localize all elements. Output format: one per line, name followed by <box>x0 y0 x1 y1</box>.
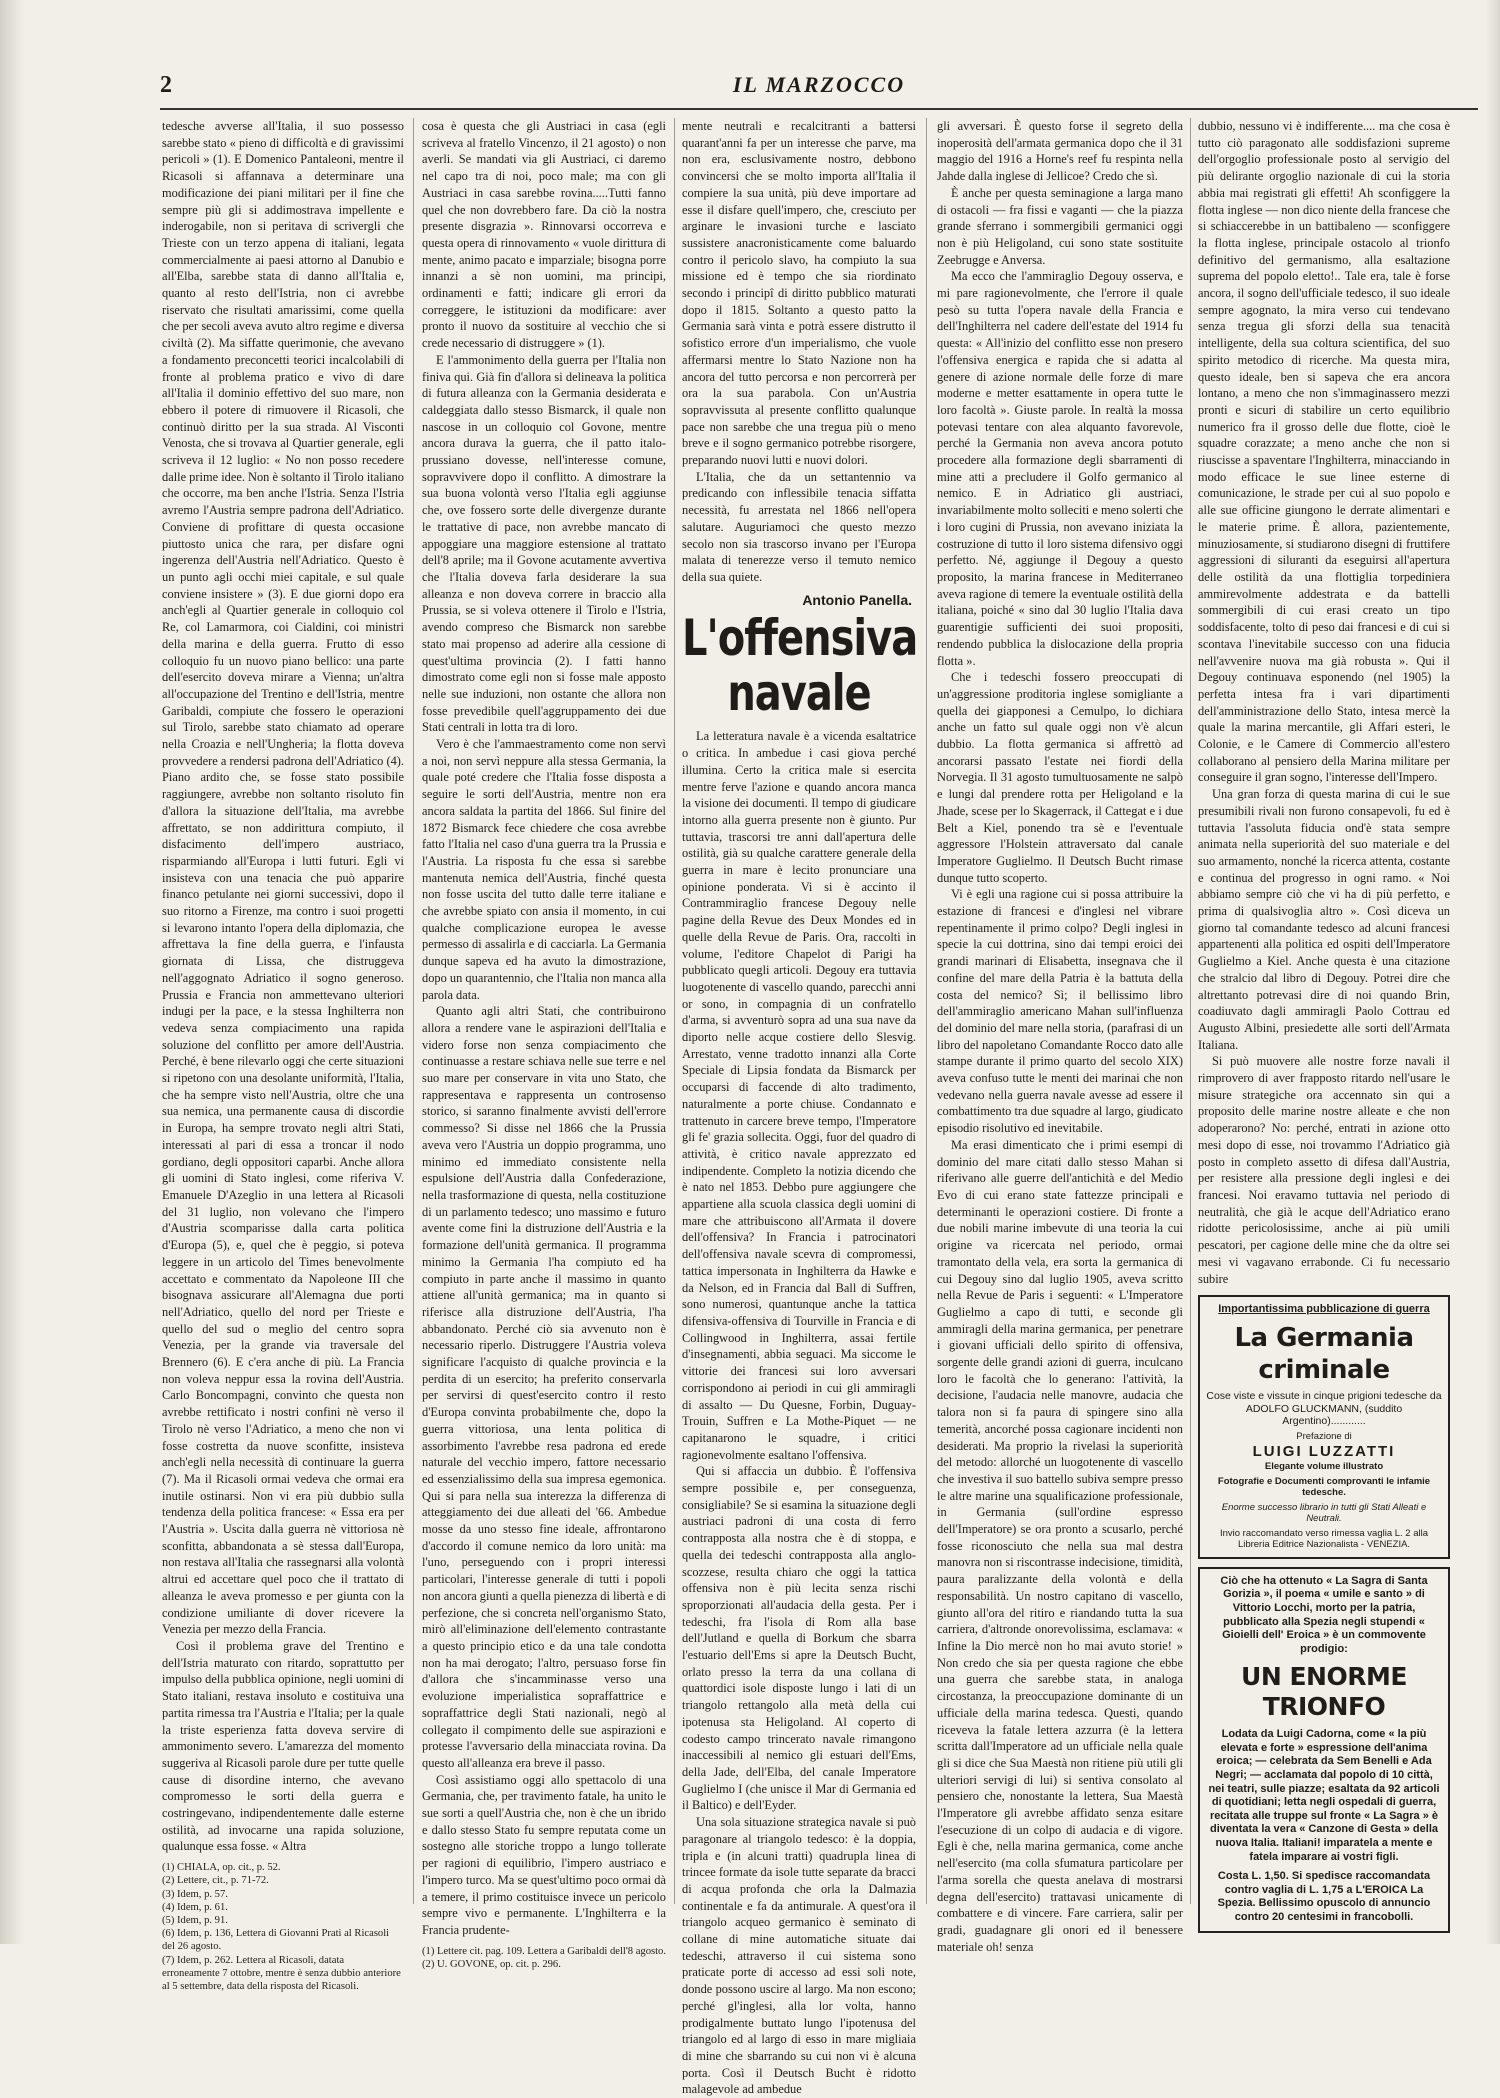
paragraph: tedesche avverse all'Italia, il suo possesso sarebbe stato « pieno di difficoltà e di gravissimi pericoli » (1). E Domenico Pantaleoni, mentre il Ricasoli si affannava a determinare una modificazione dei piani militari per il fine che sempre più gli si addimostrava impellente e inderogabile, non si peritava di scrivergli che Trieste con un terzo appena di italiani, legata commercialmente ai paesi attorno al Danubio e all'Elba, sarebbe stata di danno all'Italia e, quanto al resto dell'Istria, non ci avrebbe riservato che risultati amarissimi, come quella che per secoli aveva avuto altro regime e diversa civiltà (2). Ma siffatte querimonie, che avevano a fondamento preconcetti teorici incalcolabili di fronte al problema pratico e vivo di dare all'Italia il dominio effettivo del suo mare, non ebbero il potere di rimuovere il Ricasoli, che continuò diritto per la sua strada. Al Visconti Venosta, che si trovava al Quartier generale, egli scriveva il 12 luglio: « No non posso recedere dalle prime idee. Non è soltanto il Tirolo italiano che occorre, ma ben anche l'Istria. Senza l'Istria avremo l'Austria sempre padrona dell'Adriatico. Conviene di profittare di questa occasione piuttosto unica che rara, per disfare ogni ingerenza dell'Austria nell'Adriatico. Questo è un punto agli occhi miei capitale, e sul quale conviene insistere » (3). E due giorni dopo era anch'egli al Quartier generale in colloquio col Re, col Lamarmora, coi Cialdini, coi ministri della marina e della guerra. Frutto di esso colloquio fu un nuovo piano bellico: una parte dell'esercito doveva mirare a Vienna; un'altra all'occupazione del Trentino e dell'Istria, mentre Garibaldi, compiute che fossero le operazioni sul Tirolo, sarebbe stato chiamato ad operare nella Croazia e nell'Ungheria; la flotta doveva provvedere a rendersi padrona dell'Adriatico (4). Piano ardito che, se fosse stato possibile raggiungere, avrebbe non soltanto risoluto fin d'allora la situazione dell'Italia, ma avrebbe affrettato, se non addirittura compiuto, il disfacimento dell'impero austriaco, risparmiando all'Europa i lutti futuri. Egli vi insisteva con una tenacia che può apparire financo petulante nei giorni successivi, dopo il suo ritorno a Firenze, ma contro i suoi progetti si levarono intanto l'opera della diplomazia, che affrettava la fine della guerra, e l'infausta giornata di Lissa, che distruggeva nell'aggognato Adriatico il sogno generoso. Prussia e Francia non ammettevano ulteriori indugi per la pace, e la stessa Inghilterra non vedeva senza compiacimento una rapida soluzione del conflitto per amore dell'Austria. Perché, è bene rilevarlo oggi che certe situazioni si ripetono con una desolante uniformità, l'Italia, che ha sempre visto nell'Austria, oltre che una sua nemica, una permanente causa di discordie in Europa, ha sempre trovato negli altri Stati, interessati al pari di essa a troncar il nodo gordiano, degli oppositori caparbi. Anche allora gli uomini di Stato inglesi, come riferiva V. Emanuele D'Azeglio in una lettera al Ricasoli del 31 luglio, non volevano che l'impero d'Austria scomparisse dalla carta politica d'Europa (5), e, quel che è peggio, si poteva leggere in un articolo del Times benevolmente accettato e commentato da Napoleone III che bisognava assicurare all'Alemagna due porti nell'Adriatico, quello del nord per Trieste e quello del sud o meglio del centro sopra Venezia, per la grande via traversale del Brennero (6). E c'era anche di più. La Francia non voleva neppur essa la rovina dell'Austria. Carlo Boncompagni, convinto che questa non avrebbe rettificato i nostri confini nè verso il Tirolo nè verso l'Adriatico, a meno che non vi fosse costretta da nuove sconfitte, insisteva anch'egli nella necessità di continuare la guerra (7). Ma il Ricasoli ormai vedeva che ormai era inutile ostinarsi. Non vi era più dubbio sulla tendenza della politica francese: « Essa era per l'Austria ». Uscita dalla guerra nè vittoriosa nè sconfitta, abbandonata a sè stessa dall'Europa, non restava all'Italia che rassegnarsi alla volontà altrui ed accettare quel poco che il trattato di alleanza le aveva promesso e per giunta con la condizione umiliante di dover ricevere la Venezia per mezzo della Francia. <box>162 119 404 1637</box>
column-3 <box>682 118 918 2097</box>
ad-headline: UN ENORME TRIONFO <box>1241 1662 1407 1722</box>
advertisement-sagra-gorizia <box>1198 1567 1450 1933</box>
ad-body: Lodata da Luigi Cadorna, come « la più elevata e forte » espressione dell'anima eroica; — celebrata da Sem Benelli e Ada Negri; — acclamata dal popolo di 10 città, nei teatri, sulle piazze; esaltata da 92 articoli di quotidiani; letta negli ospedali di guerra, recitata alle truppe sul fronte « La Sagra » è diventata la vera « Canzone di Gesta » della nuova Italia. Italiani! imparatela a mente e fatela imparare ai vostri figli. <box>1208 1728 1440 1863</box>
ad-preface-label: Prefazione di <box>1296 1430 1352 1442</box>
paragraph: Così il problema grave del Trentino e dell'Istria maturato con ritardo, soprattutto per impulso della pubblica opinione, negli uomini di Stato italiani, restava insoluto e costituiva una partita rimessa tra l'Austria e l'Italia; per la quale la triste esperienza fatta doveva servire di ammonimento severo. L'amarezza del momento suggeriva al Ricasoli parole dure per tutte quelle cause di disordine interno, che avevano compromesso le sorti della guerra e costringevano, indipendentemente dalle esterne ostilità, ad invocarne una rapida soluzione, qualunque essa fosse. « Altra <box>162 1638 404 1854</box>
footnote: (1) Lettere cit. pag. 109. Lettera a Garibaldi dell'8 agosto. <box>422 1945 666 1957</box>
paragraph: cosa è questa che gli Austriaci in casa (egli scriveva al fratello Vincenzo, il 21 agosto) o non averli. Se mandati via gli Austriaci, ci daremo nel capo tra di noi, poco male; ma con gli Austriaci in casa sarebbe rovina.....Tutti fanno quel che non dovrebbero fare. Da ciò la nostra presente disgrazia ». Rinnovarsi occorreva e questa opera di rinnovamento « vuole dirittura di mente, animo pacato e imparziale; bisogna porre innanzi a sè non uomini, ma principi, ordinamenti e fatti; indicare gli errori da correggere, le istituzioni da modificare: aver pronto il nuovo da sostituire al vecchio che si crede necessario di distruggere » (1). <box>422 119 666 351</box>
column-1 <box>162 118 404 1992</box>
footnote: (6) Idem, p. 136, Lettera di Giovanni Prati al Ricasoli del 26 agosto. <box>162 1928 390 1953</box>
paragraph: Qui si affaccia un dubbio. È l'offensiva sempre possibile e, per conseguenza, consigliabile? Se si esamina la situazione degli austriaci padroni di una costa di ferro contrapposta alla nostra che è di stoppa, e quella dei tedeschi contrapposta alla anglo-scozzese, resulta chiaro che oggi la tattica offensiva non è più lecita senza rischi sproporzionati all'audacia della gesta. Per i tedeschi, fra l'isola di Rom alla base dell'Jutland e quella di Borkum che sbarra l'estuario dell'Ems si apre la Deutsch Bucht, orlato presso la terra da una collana di quattordici isole disposte lungo i lati di un triangolo rettangolo alla metà della cui ipotenusa sta Heligoland. Al coperto di codesto campo trincerato navale rimangono inaccessibili al nemico gli estuari dell'Ems, della Jade, dell'Elba, del canale Imperatore Guglielmo I (che unisce il Mar di Germania ed il Baltico) e dell'Eyder. <box>682 1464 916 1813</box>
paragraph: Che i tedeschi fossero preoccupati di un'aggressione proditoria inglese somigliante a quella dei giapponesi a Cemulpo, lo dichiara anche un fatto sul quale oggi non v'è alcun dubbio. La flotta germanica si affrettò ad ancorarsi passato l'estate nei fiordi della Norvegia. Il 31 agosto tumultuosamente ne salpò e lungi dal prendere rotta per Heligoland e la Jhade, scese per lo Skagerrack, il Cattegat e i due Belt a Kiel, ponendo tra sè e l'eventuale aggressore l'Holstein attraversato dal canale Imperatore Guglielmo. Il Deutsch Bucht rimase dunque tutto scoperto. <box>937 670 1183 885</box>
paragraph: dubbio, nessuno vi è indifferente.... ma che cosa è tutto ciò paragonato alle soddisfazioni supreme dell'orgoglio professionale posto al servigio del più delirante orgoglio nazionale di cui la storia abbia mai registrati gli effetti! Ah sconfiggere la flotta inglese — non dico niente della francese che si schiaccerebbe in un battibaleno — sconfiggere la flotta inglese, principale ostacolo al trionfo definitivo del germanismo, alla esaltazione suprema del popolo eletto!.. Tale era, tale è forse ancora, il sogno dell'ufficiale tedesco, il suo ideale sempre agognato, la mira verso cui tendevano senza tregua gli sforzi della sua tenacità intelligente, della sua coltura scientifica, del suo spirito metodico di ricerche. Ma questa mira, questo ideale, ben si sapeva che era ancora lontano, a meno che non s'immaginassero mezzi pronti e sicuri di stabilire un certo equilibrio numerico fra il grosso delle due flotte, cioè le squadre corazzate; a meno anche che non si riuscisse a spaventare l'Inghilterra, minacciando in modo efficace le sue linee esterne di comunicazione, le strade per cui al suo popolo e alle sue officine giungono le derrate alimentari e le materie prime. È allora, pazientemente, minuziosamente, si studiarono disegni di fruttifere aggressioni di siluranti da eseguirsi all'apertura delle ostilità da una flottiglia torpediniera ammirevolmente addestrata e da battelli sommergibili di cui erasi creato un tipo soddisfacente, tolto di peso dai francesi e di cui si scontava l'inevitabile successo con una fiducia nell'avvenire nuova ma già robusta ». Qui il Degouy continuava esponendo (nel 1905) la perfetta intesa fra i vari dipartimenti dell'amministrazione dello Stato, intesa mercè la quale la marina mercantile, gli Affari esteri, le Colonie, e le Camere di Commercio all'estero collaborano al pensiero della Marina militare per conseguire il gran sogno, l'interesse dell'Impero. <box>1198 119 1450 785</box>
column-divider <box>926 118 927 1904</box>
ad-order: Invio raccomandato verso rimessa vaglia L. 2 alla Libreria Editrice Nazionalista - VENEZIA. <box>1219 1527 1429 1551</box>
paragraph: gli avversari. È questo forse il segreto della inoperosità dell'armata germanica dopo che il 31 maggio del 1916 a Horne's reef fu respinta nella Jahde dalla inglese di Jellicoe? Credo che sì. <box>937 119 1183 184</box>
paragraph: Si può muovere alle nostre forze navali il rimprovero di aver frapposto ritardo nell'usare le misure strategiche ora accennato sin qui a proposito delle marine nostre alleate e che non adoperarono? No: perché, entrati in azione otto mesi dopo di esse, noi trovammo l'Adriatico già posto in completo assetto di difesa dall'Austria, per resistere alla pressione degli inglesi e dei francesi. Noi eravamo tuttavia nel periodo di neutralità, che già le acque dell'Adriatico erano ridotte pericolosissime, anche ai più umili pescatori, per cagione delle mine che da oltre sei mesi vi vagavano errabonde. Ci fu necessario subire <box>1198 1054 1450 1286</box>
article-title: L'offensiva navale <box>682 610 918 723</box>
column-divider <box>413 118 414 1904</box>
ad-preface-author: LUIGI LUZZATTI <box>1252 1443 1396 1461</box>
paragraph: L'Italia, che da un settantennio va predicando con inflessibile tenacia siffatta necessità, fu arrestata nel 1866 nell'opera salutare. Auguriamoci che questo mezzo secolo non sia trascorso invano per l'Europa malata di tenerezze verso il temuto nemico della sua quiete. <box>682 469 916 584</box>
advertisement-germania-criminale <box>1198 1295 1450 1559</box>
ad-intro: Ciò che ha ottenuto « La Sagra di Santa Gorizia », il poema « umile e santo » di Vittorio Locchi, morto per la patria, pubblicato alla Spezia negli stupendi « Gioielli dell' Eroica » è un commovente prodigio: <box>1220 1574 1428 1655</box>
footnotes <box>422 1945 666 1971</box>
scan-edge-left <box>0 0 24 1944</box>
footnote: (7) Idem, p. 262. Lettera al Ricasoli, datata erroneamente 7 ottobre, mentre è senza dubbio anteriore al 5 settembre, data della risposta del Ricasoli. <box>162 1954 401 1992</box>
ad-order: Costa L. 1,50. Si spedisce raccomandata contro vaglia di L. 1,75 a L'EROICA La Spezia. Bellissimo opuscolo di annuncio contro 20 centesimi in francobolli. <box>1217 1870 1431 1923</box>
ad-kicker: Importantissima pubblicazione di guerra <box>1218 1303 1430 1316</box>
column-5 <box>1198 118 1450 1923</box>
footnote: (2) Lettere, cit., p. 71-72. <box>162 1875 269 1887</box>
column-divider <box>1190 118 1191 1904</box>
footnote: (4) Idem, p. 61. <box>162 1901 228 1913</box>
paragraph: Una sola situazione strategica navale si può paragonare al triangolo tedesco: è la doppia, tripla e (in alcuni tratti) quadrupla linea di trincee formate da isole tutte separate da bracci di acqua profonda che orla la Dalmazia continentale e fa da antimurale. A quest'ora il triangolo acqueo germanico è seminato di collane di mine automatiche situate dai tedeschi, attraverso il cui sistema sono praticate porte di accesso ad essi soli note, donde possono uscire al largo. Ma non escono; perché gl'inglesi, alla lor volta, hanno prodigalmente buttato lungo l'ipotenusa del triangolo ed al largo di esso in mare migliaia di mine che sbarrando su cui non vi è alcuna porta. Così il Deutsch Bucht è ridotto malagevole ad ambedue <box>682 1815 916 2097</box>
page-header <box>160 72 1478 102</box>
ad-success: Enorme successo librario in tutti gli Stati Alleati e Neutrali. <box>1221 1501 1427 1525</box>
column-4 <box>937 118 1183 1954</box>
paragraph: La letteratura navale è a vicenda esaltatrice o critica. In ambedue i casi giova perché illumina. Certo la critica male si esercita mentre ferve l'azione e quando ancora manca la visione dei documenti. Il tempo di giudicare intorno alla guerra presente non è giunto. Pur tuttavia, trascorsi tre anni dall'apertura delle ostilità, già su qualche carattere generale della guerra in mare è lecito pronunciare una opinione ponderata. Vi si è accinto il Contrammiraglio francese Degouy nelle pagine della Revue des Deux Mondes ed in quelle della Revue de Paris. Ora, raccolti in volume, l'editore Chapelot di Parigi ha pubblicato quegli articoli. Degouy era tuttavia luogotenente di vascello quando, parecchi anni or sono, in compagnia di un confratello d'arma, si avventurò sopra ad una sua nave da diporto nelle acque costiere dello Slesvig. Arrestato, venne tradotto innanzi alla Corte Speciale di Lipsia fondata da Bismarck per occuparsi di faccende di alto tradimento, naturalmente a porte chiuse. Condannato e trattenuto in carcere breve tempo, l'Imperatore gli fe' grazia sollecita. Oggi, fuor del quadro di attività, è critico navale apprezzato ed indipendente. Completo la notizia dicendo che è nato nel 1853. Debbo pure aggiungere che appartiene alla scuola classica degli uomini di mare che attribuiscono all'Armata il dovere dell'offensiva? In Francia i patrocinatori dell'offensiva navale scevra di compromessi, tattica impersonata in Inghilterra da Hawke e da Nelson, ed in Francia dal Ball di Suffren, sono numerosi, quantunque anche la tattica difensiva-offensiva di Tourville in Francia e di Collingwood in Inghilterra, assai fertile d'insegnamenti, abbia seguaci. Ma siccome le vittorie dei francesi sui loro avversari corrispondono ai periodi in cui gli ammiragli di assalto — Du Quesne, Forbin, Duguay-Trouin, Suffren e La Mothe-Piquet — ne capitanarono le squadre, i critici ragionevolmente esaltano l'offensiva. <box>682 729 916 1462</box>
ad-edition: Elegante volume illustrato <box>1264 1461 1384 1473</box>
ad-photos: Fotografie e Documenti comprovanti le infamie tedesche. <box>1217 1475 1431 1499</box>
paragraph: Ma ecco che l'ammiraglio Degouy osserva, e mi pare ragionevolmente, che l'errore il quale pesò su tutta l'opera navale della Francia e dell'Inghilterra nel cadere dell'estate del 1914 fu questa: « All'inizio del conflitto esse non presero l'offensiva energica e rapida che si adatta al genere di azione normale delle forze di mare moderne e metter esattamente in opera tutte le loro facoltà ». Giuste parole. In realtà la mossa potevasi tentare con alea alquanto favorevole, perché la Germania non aveva ancora potuto procedere alla formazione degli sbarramenti di mine atti a precludere il Golfo germanico al nemico. E in Adriatico gli austriaci, invariabilmente molto solleciti e meno solerti che i loro cugini di Prussia, non avevano iniziata la costruzione di tutto il loro sistema difensivo oggi perfetto. Né, aggiunge il Degouy a questo proposito, la marina francese in Mediterraneo aveva ragione di temere la eventuale ostilità della italiana, poiché « sino dal 30 luglio l'Italia dava guarentigie sufficienti dei suoi propositi, rendendo pubblica la dislocazione della propria flotta ». <box>937 269 1183 668</box>
paragraph: Quanto agli altri Stati, che contribuirono allora a rendere vane le aspirazioni dell'Italia e videro forse non senza compiacimento che continuasse a restare schiava nelle sue terre e nel suo mare per conservare in vita uno Stato, che rappresentava e rappresenta un controsenso storico, si saranno finalmente avvisti dell'errore commesso? Si disse nel 1866 che la Prussia aveva vero l'Austria un doppio programma, uno minimo ed immediato consistente nella espulsione dell'Austria dalla Confederazione, nella trasformazione di questa, nella costituzione di un parlamento tedesco; uno massimo e futuro avente come fini la distruzione dell'Austria e la formazione dell'unità germanica. Il programma minimo la Germania l'ha compiuto ed ha compiuto in parte anche il massimo in quanto attiene all'unità germanica; ma in quanto si riferisce alla distruzione dell'Austria, l'ha abbandonato. Perché ciò sia avvenuto non è necessario riperlo. Distruggere l'Austria voleva significare l'acquisto di qualche provincia e la perdita di un esercito; ha preferito conservarla per servirsi di quest'esercito contro il resto d'Europa convinta probabilmente che, dopo la guerra vittoriosa, una lenta politica di assorbimento l'avrebbe resa padrona ed erede naturale del vecchio impero, fattore necessario ed essenzialissimo della sua impresa egemonica. Qui si para nella sua interezza la differenza di atteggiamento dei due alleati del '66. Ambedue mosse da uno stesso fine ideale, affrontarono d'accordo il comune nemico da loro unità: ma l'uno, perseguendo con i propri interessi particolari, l'interesse generale di tutti i popoli non ancora giunti a quella pienezza di libertà e di perfezione, che si concreta nell'organismo Stato, mirò all'eliminazione dell'elemento contrastante a questo principio etico e da una tale condotta non ha mai derogato; l'altro, persuaso forse fin d'allora che s'incamminasse verso una evoluzione imperialistica sopraffattrice e sopraffattrice degli Stati nazionali, negò al collegato il compimento delle sue aspirazioni e protesse l'avversario della minacciata rovina. Da questo all'alleanza era breve il passo. <box>422 1004 666 1770</box>
paragraph: Così assistiamo oggi allo spettacolo di una Germania, che, per travimento fatale, ha unito le sue sorti a quell'Austria che, non è che un ibrido e dallo stesso Stato fu sempre reputata come un sostegno alle storiche troppo a lungo tollerate per ragioni di equilibrio, l'impero austriaco e l'impero turco. Ma se quest'ultimo poco ormai dà a temere, il primo costituisce invece un pericolo sempre vivo e permanente. L'Inghilterra e la Francia prudente- <box>422 1772 666 1937</box>
masthead: IL MARZOCCO <box>732 72 906 97</box>
footnote: (5) Idem, p. 91. <box>162 1914 228 1926</box>
paragraph: Ma erasi dimenticato che i primi esempi di dominio del mare citati dallo stesso Mahan si riferivano alle guerre dell'antichità e del Medio Evo di cui erano state fattezze principali e determinanti le operazioni costiere. Di fronte a due nobili marine imbevute di una teoria la cui origine va ricercata nel periodo, ormai tramontato della vela, era sorta la germanica di cui Degouy sino dal luglio 1905, aveva scritto nella Revue de Paris i seguenti: « L'Imperatore Guglielmo a capo di tutti, e seconde gli ammiragli della marina germanica, per penetrare i giovani ufficiali dello spirito di offensiva, sorgente delle grandi azioni di guerra, inculcano loro le facoltà che lo generano: l'attività, la decisione, l'audacia nelle manovre, audacia che talora non si fa paura di spingere sino alla temerità, ancorché possa cagionare incidenti non desiderati. Ma proprio la rivelasi la superiorità del metodo: allorché un luogotenente di vascello che investiva il suo battello subiva sempre presso le altre marine una squalificazione professionale, in Germania (sull'ordine espresso dell'Imperatore) se ora pronto a scusarlo, perché fosse riconosciuto che nella sua mal destra manovra non si riscontrasse indecisione, timidità, paura paralizzante della volontà e della responsabilità. Un nostro capitano di vascello, giunto all'ora del ritiro e riandando tutta la sua carriera, d'altronde onorevolissima, esclamava: « Infine la Dio mercè non ho mai avuto storie! » Non credo che sia per questa ragione che ebbe una guerra che sarebbe stata, in analoga circostanza, la preoccupazione dominante di un ufficiale della marina tedesca. Questi, quando riceveva la fatale lettera azzurra (è la lettera scritta dall'Imperatore ad un ufficiale nella quale gli si dice che Sua Maestà non ritiene più utili gli ulteriori servigi di lui) si sentiva consolato al pensiero che, nonostante la lettera, Sua Maestà l'Imperatore gli avrebbe affidato senza esitare l'esecuzione di un colpo di audacia e di vigore. Egli è che, nella marina germanica, come anche nell'esercito (ma colla sfumatura particolare per l'arma sorella che questa anelava di mostrarsi degna dell'esercito) trattavasi unicamente di combattere e di vincere. Fare carriera, salir per gradi, guadagnare gli onori ed il benessere materiale oh! senza <box>937 1137 1183 1954</box>
paragraph: Una gran forza di questa marina di cui le sue presumibili rivali non furono consapevoli, fu ed è tuttavia l'assoluta fiducia ond'è stata sempre animata nella superiorità del suo materiale e del suo armamento, nonché la ricerca attenta, costante e continua del progresso in ogni ramo. « Noi abbiamo sempre ciò che vi ha di più perfetto, e prima di qualsivoglia altro ». Così diceva un giorno tal comandante tedesco ad alcuni francesi appartenenti alla politica ed ospiti dell'Imperatore Guglielmo a Kiel. Anche questa è una citazione che stralcio dal libro di Degouy. Potrei dire che altrettanto potrevasi dire di noi quando Brin, coadiuvato dagli ammiragli Paolo Cottrau ed Augusto Albini, presiedette alle sorti dell'Armata Italiana. <box>1198 787 1450 1052</box>
column-2 <box>422 118 666 1970</box>
footnote: (3) Idem, p. 57. <box>162 1888 228 1900</box>
paragraph: E l'ammonimento della guerra per l'Italia non finiva qui. Già fin d'allora si delineava la politica di futura alleanza con la Germania desiderata e caldeggiata dallo stesso Bismarck, il quale non nascose in un colloquio col Govone, mentre ancora durava la guerra, che il patto italo-prussiano dovesse, nell'interesse comune, sopravvivere dopo il conflitto. A dimostrare la sua buona volontà verso l'Italia egli aggiunse che, ove fossero sorte delle divergenze durante le trattative di pace, non avrebbe mancato di appoggiare una maggiore estensione al trattato dell'8 aprile; ma il Govone acutamente avvertiva che l'Italia doveva farla desiderare la sua alleanza e non doveva correre in braccio alla Prussia, se si voleva ottenere il Tirolo e l'Istria, avendo compreso che Bismarck non sarebbe stato mai propenso ad aderire alla cessione di quest'ultima provincia (2). I fatti hanno dimostrato come egli non si fosse male apposto nelle sue induzioni, non ostante che allora non fosse prevedibile quell'aggruppamento dei due Stati centrali in lotta tra di loro. <box>422 352 666 735</box>
footnote: (1) CHIALA, op. cit., p. 52. <box>162 1862 281 1874</box>
footnotes <box>162 1861 404 1993</box>
page-number: 2 <box>160 72 172 98</box>
header-rule <box>160 108 1478 110</box>
paragraph: Vero è che l'ammaestramento come non servì a noi, non servì neppure alla stessa Germania, la quale poté credere che l'Italia fosse disposta a seguire le sorti dell'Austria, mentre non era ancora saldata la partita del 1866. Sul finire del 1872 Bismarck fece chiedere che cosa avrebbe fatto l'Italia nel caso d'una guerra tra la Prussia e l'Austria. La risposta fu che essa si sarebbe mantenuta nemica dell'Austria, finché questa non fosse uscita del tutto dalle terre italiane e che avrebbe spiato con ansia il momento, in cui qualche complicazione europea le avesse permesso di assalirla e di cacciarla. La Germania dunque sapeva ed ha avuto la dimostrazione, dopo un quarantennio, che l'Italia non manca alla parola data. <box>422 737 666 1002</box>
footnote: (2) U. GOVONE, op. cit. p. 296. <box>422 1958 561 1970</box>
paragraph: mente neutrali e recalcitranti a battersi quarant'anni fa per un interesse che parve, ma non era, esclusivamente nostro, debbono convincersi che se molto importa all'Italia il compiere la sua unità, più deve importare ad esse il disfare quell'impero, che, cresciuto per arginare le invasioni turche e lasciato sussistere anacronisticamente come baluardo contro il pericolo slavo, ha compiuto la sua missione ed è tempo che sia riordinato secondo i principî di diritto pubblico maturati dopo il 1815. Soltanto a questo patto la Germania sarà vinta e potrà essere distrutto il sofistico errore d'un imperialismo, che vuole affermarsi mentre lo Stato Nazione non ha ancora del tutto percorsa e non percorrerà per ora la sua parabola. Con un'Austria sopravvissuta al presente conflitto qualunque pace non sarebbe che una tregua più o meno breve e il sogno germanico potrebbe risorgere, preparando nuovi lutti e nuovi dolori. <box>682 119 916 468</box>
author-signature: Antonio Panella. <box>802 591 912 608</box>
ad-subtitle: Cose viste e vissute in cinque prigioni tedesche da ADOLFO GLUCKMANN, (suddito Argentino)............ <box>1206 1390 1442 1428</box>
scan-edge-right <box>1486 0 1500 1944</box>
column-divider <box>674 118 675 1904</box>
paragraph: È anche per questa seminagione a larga mano di ostacoli — fra fissi e vaganti — che la piazza grande sferrano i sommergibili germanici oggi non è più Heligoland, cui sono state sostituite Zeebrugge e Anversa. <box>937 185 1183 267</box>
ad-title: La Germania criminale <box>1234 1323 1414 1386</box>
paragraph: Vi è egli una ragione cui si possa attribuire la estazione di francesi e d'inglesi nel vibrare repentinamente il primo colpo? Degli inglesi in specie la cui dottrina, sino dai tempi eroici dei grandi marinari di Elisabetta, insegnava che il confine del mare della Patria è la battuta della costa del nemico? Sì; il bellissimo libro dell'ammiraglio americano Mahan sull'influenza del dominio del mare nella storia, (parafrasi di un libro del napoletano Comandante Rocco dato alle stampe durante il primo quarto del secolo XIX) aveva confuso tutte le menti dei marinai che non vedevano nella guerra navale avesse ad essere il combattimento tra due squadre al largo, giudicato episodio risolutivo ed inevitabile. <box>937 887 1183 1136</box>
